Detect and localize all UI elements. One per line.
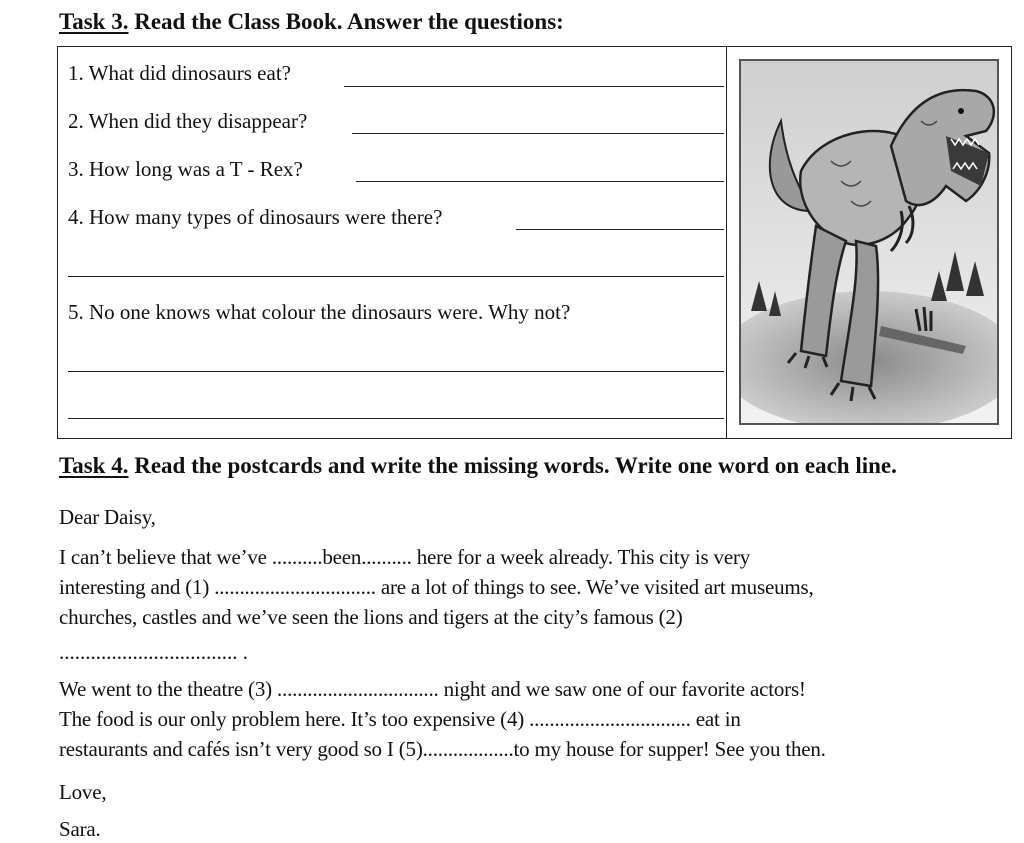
postcard-greeting: Dear Daisy, [59,505,156,529]
task3-heading [59,9,564,35]
postcard-line-1: I can’t believe that we’ve ..........been.......... here for a week already. This city is very [59,545,751,569]
question-2 [68,109,307,134]
question-5: 5. No one knows what colour the dinosaurs were. Why not? [68,300,571,324]
question-2-text: 2. When did they disappear? [68,109,308,133]
answer-line-5b[interactable] [68,418,724,419]
answer-line-2[interactable] [352,133,724,134]
postcard-line-4: We went to the theatre (3) ................................ night and we saw one of our favorite actors! [59,677,806,701]
task3-instruction: Read the Class Book. Answer the questions: [134,9,564,34]
postcard-blank-2[interactable]: .................................. . [59,640,248,664]
postcard-line-3: churches, castles and we’ve seen the lions and tigers at the city’s famous (2) [59,605,683,629]
postcard-line-2: interesting and (1) ................................ are a lot of things to see. We’ve visited art museums, [59,575,814,599]
question-3: 3. How long was a T - Rex? [68,157,303,181]
question-1: 1. What did dinosaurs eat? [68,61,291,85]
postcard-line-5: The food is our only problem here. It’s too expensive (4) ................................ eat in [59,707,741,731]
t-rex-illustration-icon [739,59,999,425]
task4-heading [59,453,897,479]
answer-line-4[interactable] [516,229,724,230]
task4-number: Task 4. [59,453,129,478]
answer-line-5a[interactable] [68,371,724,372]
table-column-divider [726,46,727,439]
answer-line-1[interactable] [344,86,724,87]
answer-line-3[interactable] [356,181,724,182]
question-4: 4. How many types of dinosaurs were there? [68,205,443,229]
task3-number: Task 3. [59,9,129,34]
answer-line-4b[interactable] [68,276,724,277]
postcard-line-6: restaurants and cafés isn’t very good so I (5)..................to my house for supper! See you then. [59,737,826,761]
postcard-signature: Sara. [59,817,101,841]
task4-instruction: Read the postcards and write the missing words. Write one word on each line. [134,453,897,478]
postcard-closing: Love, [59,780,107,804]
